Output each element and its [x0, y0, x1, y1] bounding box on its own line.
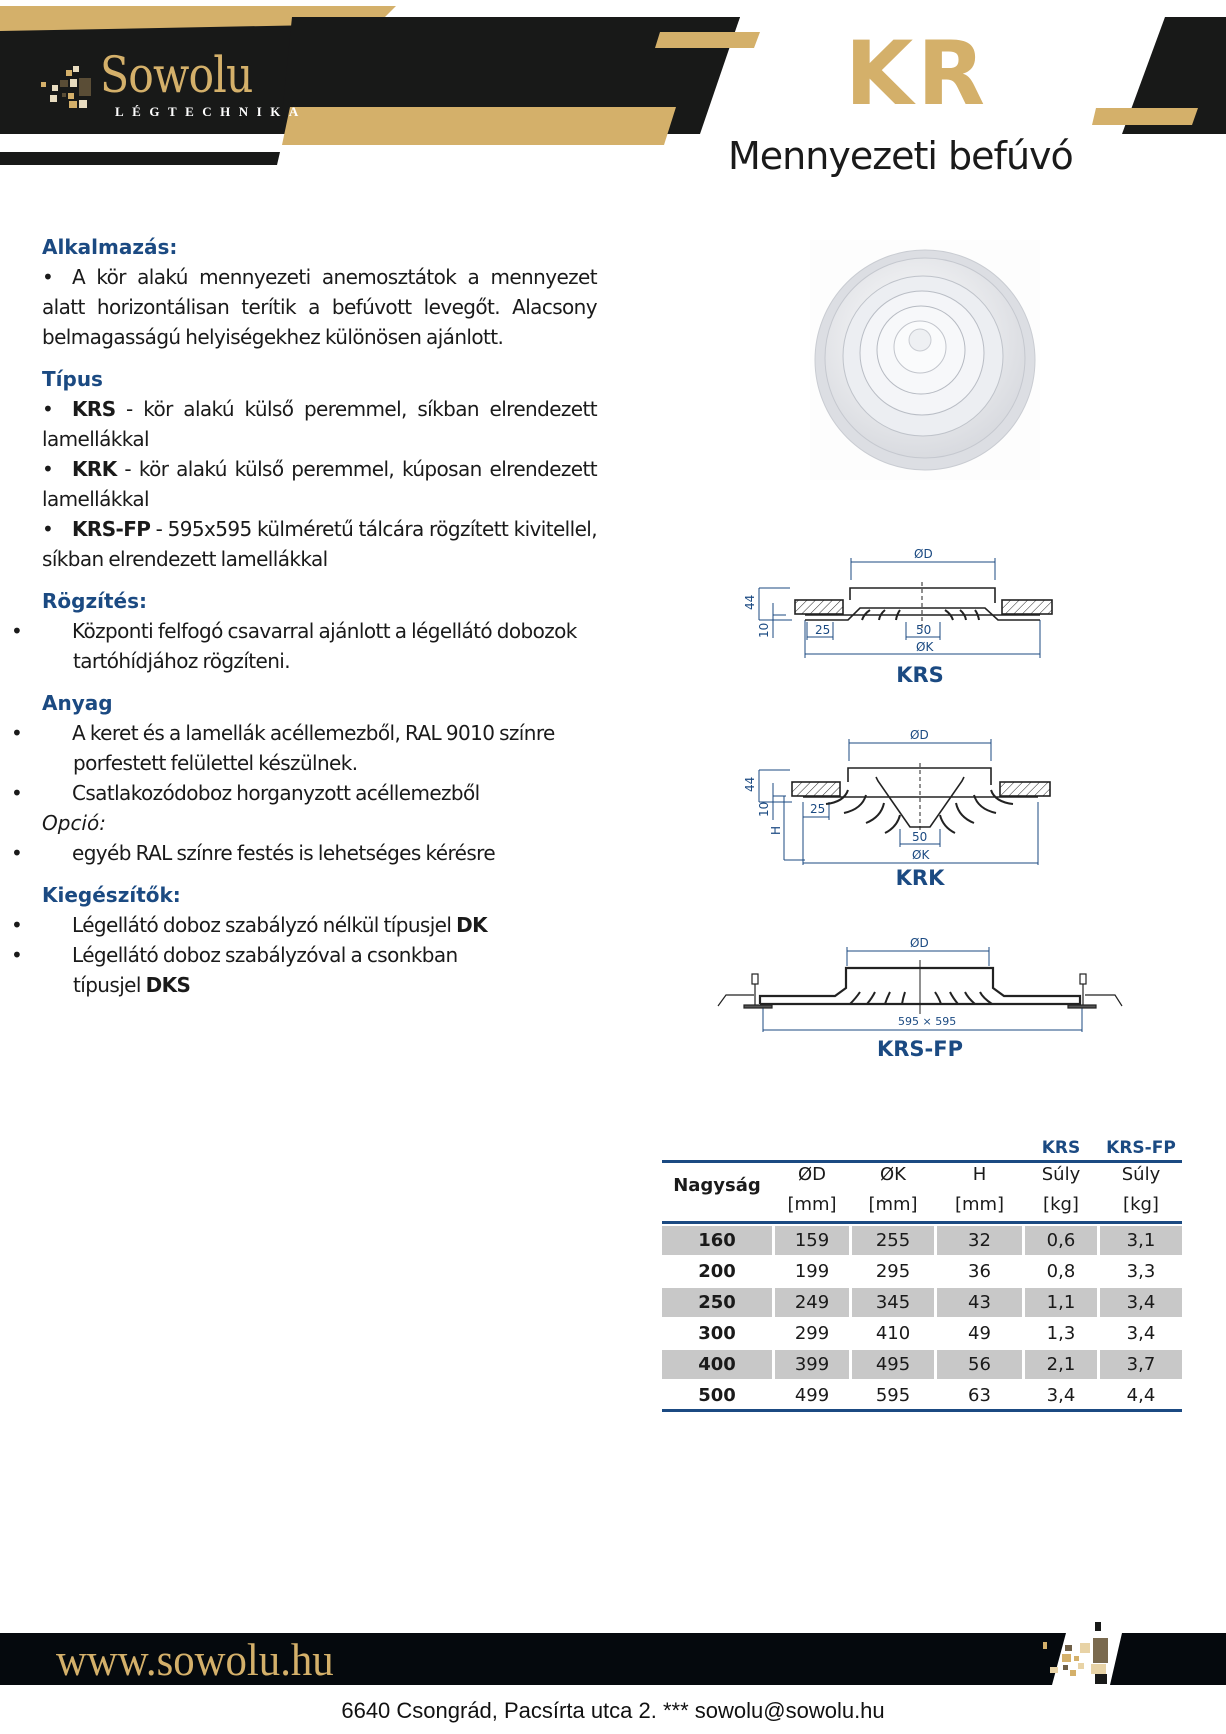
value-cell: 3,4	[1126, 1323, 1156, 1344]
logo-pixel-icon	[69, 101, 77, 108]
value-cell: 595	[875, 1385, 911, 1406]
section-title: Alkalmazás:	[42, 235, 178, 259]
dim-label: ØK	[912, 848, 930, 862]
krsfp-drawing	[710, 932, 1130, 1032]
value-cell: 3,4	[1046, 1385, 1076, 1406]
value-cell: 49	[968, 1323, 991, 1344]
header-gold-stripe-mid	[282, 107, 676, 145]
section-title: Rögzítés:	[42, 589, 147, 613]
section-title: Típus	[42, 367, 103, 391]
krk-label: KRK	[895, 866, 945, 890]
value-cell: 299	[794, 1323, 830, 1344]
size-cell: 250	[662, 1288, 772, 1317]
value-cell: 2,1	[1025, 1350, 1097, 1379]
table-row	[662, 1226, 1182, 1257]
logo-pixel-icon	[62, 93, 66, 97]
section-anyag	[11, 688, 597, 868]
dim-label: 44	[743, 594, 757, 610]
column-header: H	[972, 1164, 987, 1185]
column-unit: [mm]	[954, 1194, 1005, 1215]
brand-name: Sowolu	[100, 46, 253, 104]
value-cell: 399	[775, 1350, 849, 1379]
dim-label: 50	[912, 830, 928, 844]
bullet-icon: •	[11, 913, 23, 937]
bullet-icon: •	[42, 397, 54, 421]
logo-pixel-icon	[50, 95, 57, 102]
value-cell: 3,1	[1100, 1226, 1182, 1255]
krs-drawing	[740, 548, 1060, 658]
bullet-icon: •	[11, 781, 23, 805]
list-item: • Központi felfogó csavarral ajánlott a légellátó dobozok tartóhídjához rögzíteni.	[42, 616, 597, 676]
value-cell: 249	[775, 1288, 849, 1317]
value-cell: 199	[794, 1261, 830, 1282]
value-cell: 63	[968, 1385, 991, 1406]
description-column	[11, 232, 597, 1012]
value-cell: 56	[937, 1350, 1022, 1379]
dim-label: 50	[916, 623, 932, 637]
value-cell: 295	[875, 1261, 911, 1282]
table-row	[662, 1381, 1182, 1412]
dim-label: 44	[743, 776, 757, 792]
column-unit: [kg]	[1123, 1194, 1159, 1215]
value-cell: 345	[852, 1288, 934, 1317]
size-cell: 160	[662, 1226, 772, 1255]
table-row	[662, 1257, 1182, 1288]
section-alkalmazas	[42, 232, 597, 352]
value-cell: 1,3	[1046, 1323, 1076, 1344]
krs-label: KRS	[896, 663, 944, 687]
column-unit: [kg]	[1043, 1194, 1079, 1215]
value-cell: 3,3	[1126, 1261, 1156, 1282]
list-item: • KRS-FP - 595x595 külméretű tálcára rögzített kivitellel, síkban elrendezett lamellákkal	[42, 514, 597, 574]
krk-drawing	[740, 725, 1060, 865]
column-header: Súly	[1041, 1164, 1081, 1185]
value-cell: 43	[937, 1288, 1022, 1317]
section-kiegeszitok	[11, 880, 597, 1000]
value-cell: 0,8	[1046, 1261, 1076, 1282]
bullet-icon: •	[42, 457, 54, 481]
option-label: Opció:	[42, 811, 106, 835]
bullet-icon: •	[11, 619, 23, 643]
dim-label: 10	[757, 622, 771, 638]
value-cell: 495	[852, 1350, 934, 1379]
column-header: Súly	[1121, 1164, 1161, 1185]
logo-pixel-icon	[68, 93, 74, 99]
group-label-krsfp: KRS-FP	[1106, 1138, 1176, 1158]
logo-pixel-icon	[41, 82, 46, 87]
value-cell: 32	[937, 1226, 1022, 1255]
value-cell: 1,1	[1025, 1288, 1097, 1317]
logo-pixel-icon	[79, 100, 87, 108]
size-cell: 400	[662, 1350, 772, 1379]
table-row	[662, 1350, 1182, 1381]
list-item: • A kör alakú mennyezeti anemosztátok a mennyezet alatt horizontálisan terítik a befúvott levegőt. Alacsony belmagasságú helyiségekhez különösen ajánlott.	[42, 262, 597, 352]
product-name: Mennyezeti befúvó	[728, 134, 1073, 178]
logo-pixel-icon	[70, 79, 77, 87]
dim-label: 10	[757, 801, 771, 817]
bullet-icon: •	[11, 721, 23, 745]
column-header-size: Nagyság	[673, 1175, 761, 1196]
group-label-krs: KRS	[1041, 1138, 1081, 1158]
bullet-icon: •	[11, 841, 23, 865]
value-cell: 499	[794, 1385, 830, 1406]
list-item: • Csatlakozódoboz horganyzott acéllemezből	[42, 778, 597, 808]
footer-website-link[interactable]: www.sowolu.hu	[56, 1634, 334, 1685]
column-header: ØK	[880, 1164, 906, 1185]
section-tipus	[42, 364, 597, 574]
table-bottom-rule	[662, 1409, 1182, 1412]
header-gold-stripe-small	[655, 32, 760, 48]
logo-pixel-icon	[60, 80, 68, 87]
table-top-rule	[662, 1160, 1182, 1163]
value-cell: 36	[968, 1261, 991, 1282]
product-photo	[810, 240, 1040, 480]
column-header: ØD	[797, 1164, 827, 1185]
header-gold-right-stripe	[1092, 108, 1198, 125]
size-cell: 300	[698, 1323, 736, 1344]
dim-label: ØD	[910, 728, 929, 742]
table-row	[662, 1319, 1182, 1350]
bullet-icon: •	[42, 265, 54, 289]
value-cell: 159	[775, 1226, 849, 1255]
list-item: • Légellátó doboz szabályzóval a csonkban típusjel DKS	[42, 940, 597, 1000]
footer-address: 6640 Csongrád, Pacsírta utca 2. *** sowolu@sowolu.hu	[341, 1698, 885, 1723]
dim-label: ØK	[916, 640, 934, 654]
table-header-rule	[662, 1221, 1182, 1224]
size-cell: 200	[698, 1261, 736, 1282]
value-cell: 255	[852, 1226, 934, 1255]
table-row	[662, 1288, 1182, 1319]
value-cell: 4,4	[1126, 1385, 1156, 1406]
section-title: Anyag	[42, 691, 113, 715]
krsfp-label: KRS-FP	[876, 1037, 964, 1061]
value-cell: 3,7	[1100, 1350, 1182, 1379]
column-unit: [mm]	[868, 1194, 918, 1215]
logo-pixel-icon	[66, 70, 72, 76]
logo-pixel-icon	[79, 78, 91, 96]
list-item: • egyéb RAL színre festés is lehetséges kérésre	[42, 838, 597, 868]
dim-label: 25	[810, 802, 826, 816]
dim-label: 25	[815, 623, 831, 637]
dim-label: ØD	[910, 936, 929, 950]
list-item: • KRS - kör alakú külső peremmel, síkban elrendezett lamellákkal	[42, 394, 597, 454]
header-dark-thin-stripe	[0, 152, 280, 165]
list-item: • Légellátó doboz szabályzó nélkül típusjel DK	[42, 910, 597, 940]
list-item: • A keret és a lamellák acéllemezből, RAL 9010 színre porfestett felülettel készülnek.	[42, 718, 597, 778]
value-cell: 0,6	[1025, 1226, 1097, 1255]
bullet-icon: •	[11, 943, 23, 967]
dim-label: H	[769, 825, 783, 835]
section-rogzites	[11, 586, 597, 676]
dim-label: 595 × 595	[898, 1015, 957, 1028]
logo-pixel-icon	[52, 85, 58, 91]
section-title: Kiegészítők:	[42, 883, 181, 907]
dim-label: ØD	[914, 548, 933, 561]
brand-tagline: LÉGTECHNIKA	[115, 104, 307, 119]
size-cell: 500	[698, 1385, 736, 1406]
column-unit: [mm]	[787, 1194, 837, 1215]
value-cell: 410	[875, 1323, 911, 1344]
list-item: • KRK - kör alakú külső peremmel, kúposan elrendezett lamellákkal	[42, 454, 597, 514]
bullet-icon: •	[42, 517, 54, 541]
product-code: KR	[845, 22, 989, 125]
value-cell: 3,4	[1100, 1288, 1182, 1317]
logo-pixel-icon	[73, 66, 79, 72]
